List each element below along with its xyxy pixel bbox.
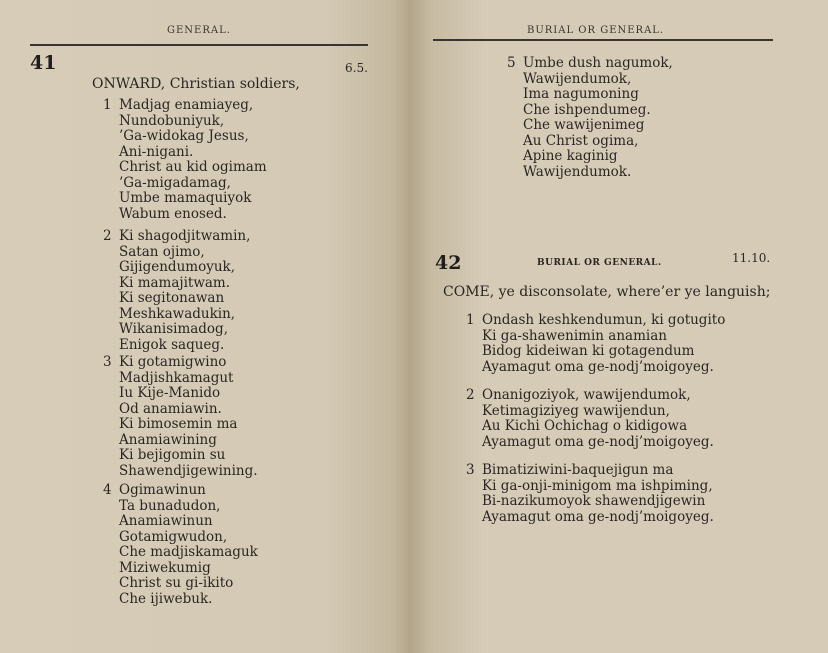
verse-line: Au Kichi Ochichag o kidigowa bbox=[482, 418, 688, 434]
verse-line: Shawendjigewining. bbox=[119, 462, 258, 479]
verse-line: Bi-nazikumoyok shawendjigewin bbox=[482, 493, 706, 509]
hymn-number-42: 42 bbox=[435, 252, 462, 274]
verse-line: Au Christ ogima, bbox=[523, 132, 639, 149]
verse-line: Ki shagodjitwamin, bbox=[119, 228, 251, 244]
verse-line: Anamiawinun bbox=[119, 513, 213, 529]
stanza-number: 3 bbox=[103, 354, 112, 370]
verse-line: Madjag enamiayeg, bbox=[119, 97, 254, 113]
verse-line: Ani-nigani. bbox=[119, 143, 194, 160]
verse-line: Satan ojimo, bbox=[119, 243, 205, 260]
stanza-number: 2 bbox=[103, 228, 112, 244]
stanza-number: 1 bbox=[103, 97, 112, 113]
verse-line: Apine kaginig bbox=[523, 148, 618, 164]
verse-line: Ayamagut oma ge-nodj’moigoyeg. bbox=[482, 433, 714, 450]
verse-line: Ki ga-onji-minigom ma ishpiming, bbox=[482, 477, 713, 494]
verse-line: ’Ga-migadamag, bbox=[119, 174, 231, 191]
verse-line: Ogimawinun bbox=[119, 482, 206, 498]
verse-line: Enigok saqueg. bbox=[119, 336, 225, 353]
verse-line: Wabum enosed. bbox=[119, 205, 227, 222]
header-rule-right bbox=[433, 39, 773, 41]
hymn-meter-41: 6.5. bbox=[345, 61, 368, 75]
hymn-heading-42: BURIAL OR GENERAL. bbox=[537, 258, 662, 268]
verse-line: Ayamagut oma ge-nodj’moigoyeg. bbox=[482, 358, 714, 375]
verse-line: Ki gotamigwino bbox=[119, 354, 227, 370]
verse-line: Wawijendumok. bbox=[523, 163, 632, 180]
verse-line: Ki mamajitwam. bbox=[119, 274, 231, 291]
running-head-left: GENERAL. bbox=[167, 25, 231, 36]
verse-line: Iu Kije-Manido bbox=[119, 385, 221, 401]
verse-line: Onanigoziyok, wawijendumok, bbox=[482, 387, 691, 403]
verse-line: Bimatiziwini-baquejigun ma bbox=[482, 462, 674, 478]
verse-line: Ima nagumoning bbox=[523, 86, 639, 102]
verse-line: Christ su gi-ikito bbox=[119, 575, 234, 591]
right-page bbox=[409, 0, 828, 653]
verse-line: Ki bimosemin ma bbox=[119, 416, 238, 432]
verse-line: Che ijiwebuk. bbox=[119, 590, 213, 607]
hymn-number-41: 41 bbox=[30, 52, 57, 74]
hymn-first-line-42: COME, ye disconsolate, where’er ye languish; bbox=[443, 284, 771, 300]
hymn-first-line-41: ONWARD, Christian soldiers, bbox=[92, 76, 300, 92]
verse-line: Meshkawadukin, bbox=[119, 305, 236, 322]
verse-line: Ta bunadudon, bbox=[119, 497, 221, 514]
running-head-right: BURIAL OR GENERAL. bbox=[527, 25, 665, 36]
stanza-number: 5 bbox=[507, 55, 516, 71]
verse-line: Nundobuniyuk, bbox=[119, 112, 225, 129]
verse-line: Od anamiawin. bbox=[119, 400, 222, 417]
stanza-number: 4 bbox=[103, 482, 112, 498]
verse-line: Bidog kideiwan ki gotagendum bbox=[482, 343, 695, 359]
verse-line: Ki segitonawan bbox=[119, 290, 225, 306]
verse-line: Wawijendumok, bbox=[523, 70, 632, 87]
verse-line: Christ au kid ogimam bbox=[119, 159, 267, 175]
verse-line: Umbe dush nagumok, bbox=[523, 55, 673, 71]
verse-line: Che ishpendumeg. bbox=[523, 101, 651, 118]
verse-line: ’Ga-widokag Jesus, bbox=[119, 128, 249, 144]
hymn-meter-42: 11.10. bbox=[732, 251, 771, 265]
left-page bbox=[0, 0, 409, 653]
verse-line: Gotamigwudon, bbox=[119, 528, 228, 545]
header-rule-left bbox=[30, 44, 368, 46]
verse-line: Che wawijenimeg bbox=[523, 117, 645, 133]
verse-line: Miziwekumig bbox=[119, 559, 211, 576]
stanza-number: 3 bbox=[466, 462, 475, 478]
verse-line: Ki ga-shawenimin anamian bbox=[482, 327, 667, 344]
verse-line: Wikanisimadog, bbox=[119, 321, 228, 337]
verse-line: Ki bejigomin su bbox=[119, 447, 226, 463]
verse-line: Ayamagut oma ge-nodj’moigoyeg. bbox=[482, 508, 714, 525]
stanza-number: 1 bbox=[466, 312, 475, 328]
verse-line: Che madjiskamaguk bbox=[119, 544, 258, 560]
verse-line: Umbe mamaquiyok bbox=[119, 190, 252, 206]
verse-line: Ketimagiziyeg wawijendun, bbox=[482, 402, 670, 419]
verse-line: Anamiawining bbox=[119, 431, 217, 448]
verse-line: Gijigendumoyuk, bbox=[119, 259, 235, 275]
stanza-number: 2 bbox=[466, 387, 475, 403]
verse-line: Ondash keshkendumun, ki gotugito bbox=[482, 312, 726, 328]
verse-line: Madjishkamagut bbox=[119, 369, 234, 386]
